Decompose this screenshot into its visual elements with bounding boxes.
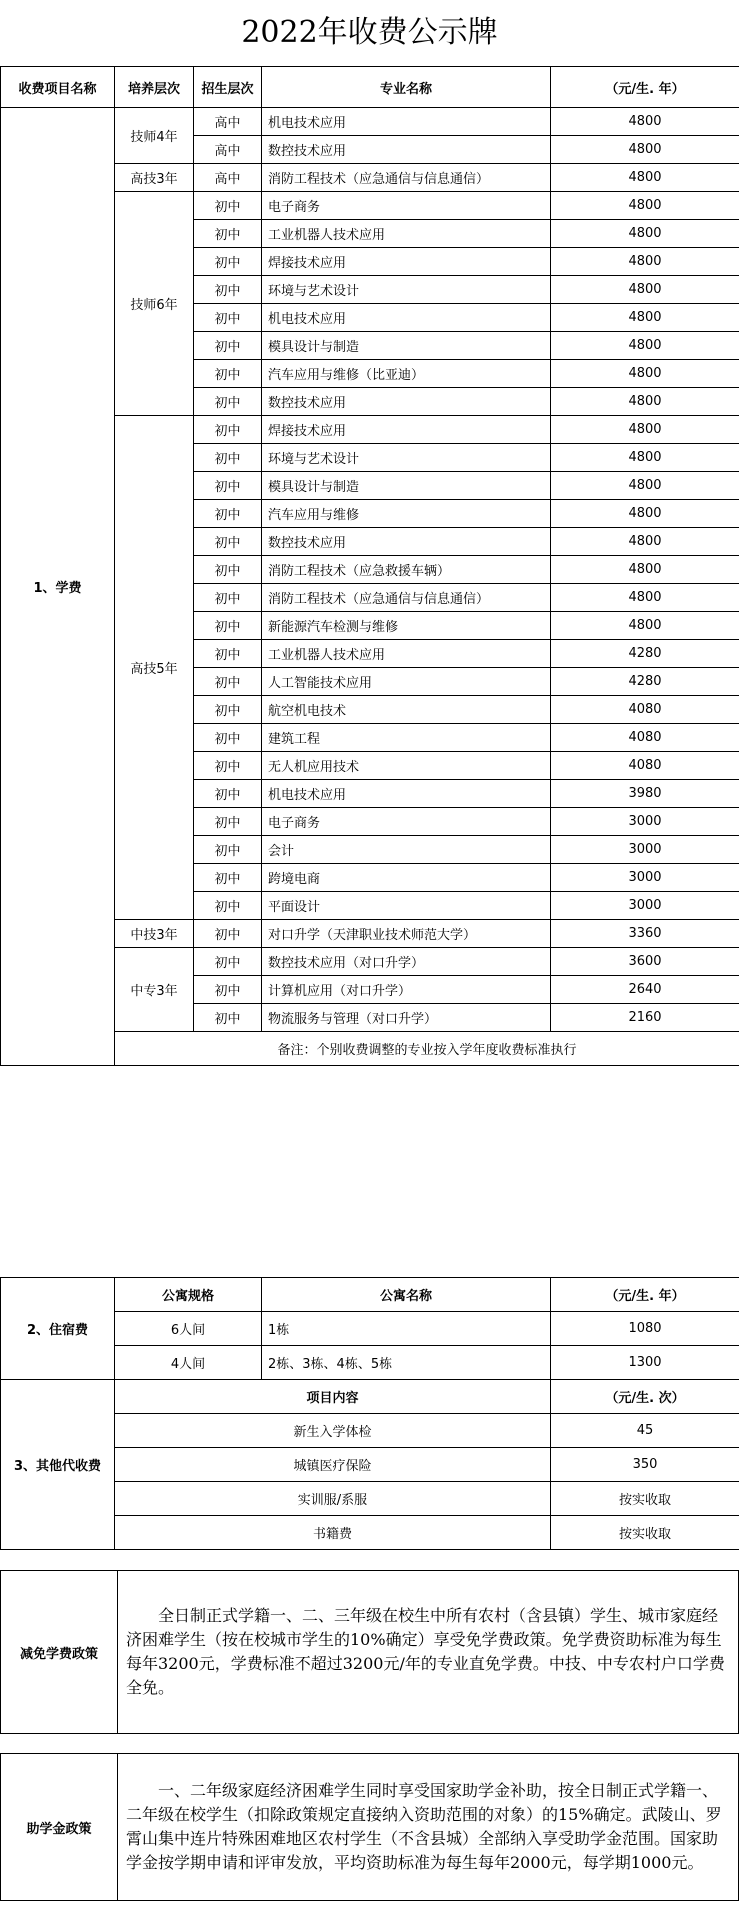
other-price: 按实收取 — [551, 1482, 739, 1516]
policy-text — [118, 1571, 739, 1734]
enroll-level-cell: 高中 — [194, 164, 262, 192]
major-name-cell: 机电技术应用 — [262, 304, 551, 332]
price-cell: 2160 — [551, 1004, 739, 1032]
other-item: 城镇医疗保险 — [115, 1448, 551, 1482]
price-cell: 4280 — [551, 640, 739, 668]
price-cell: 4800 — [551, 388, 739, 416]
major-name-cell: 电子商务 — [262, 808, 551, 836]
dorm-category-cell: 2、住宿费 — [1, 1278, 115, 1380]
price-cell: 4280 — [551, 668, 739, 696]
enroll-level-cell: 初中 — [194, 276, 262, 304]
major-name-cell: 消防工程技术（应急救援车辆） — [262, 556, 551, 584]
enroll-level-cell: 初中 — [194, 444, 262, 472]
major-name-cell: 对口升学（天津职业技术师范大学） — [262, 920, 551, 948]
enroll-level-cell: 初中 — [194, 220, 262, 248]
enroll-level-cell: 初中 — [194, 500, 262, 528]
price-cell: 4800 — [551, 416, 739, 444]
enroll-level-cell: 初中 — [194, 948, 262, 976]
major-name-cell: 会计 — [262, 836, 551, 864]
major-name-cell: 汽车应用与维修（比亚迪） — [262, 360, 551, 388]
price-cell: 4800 — [551, 304, 739, 332]
training-level-cell: 技师4年 — [115, 108, 194, 164]
price-cell: 4800 — [551, 360, 739, 388]
major-name-cell: 机电技术应用 — [262, 108, 551, 136]
enroll-level-cell: 初中 — [194, 584, 262, 612]
dorm-price: 1300 — [551, 1346, 739, 1380]
major-name-cell: 模具设计与制造 — [262, 472, 551, 500]
major-name-cell: 计算机应用（对口升学） — [262, 976, 551, 1004]
enroll-level-cell: 高中 — [194, 136, 262, 164]
note-text: 备注：个别收费调整的专业按入学年度收费标准执行 — [115, 1032, 739, 1066]
dorm-spec: 6人间 — [115, 1312, 262, 1346]
enroll-level-cell: 初中 — [194, 388, 262, 416]
enroll-level-cell: 初中 — [194, 192, 262, 220]
major-name-cell: 环境与艺术设计 — [262, 444, 551, 472]
major-name-cell: 工业机器人技术应用 — [262, 220, 551, 248]
dorm-name: 1栋 — [262, 1312, 551, 1346]
enroll-level-cell: 初中 — [194, 724, 262, 752]
dorm-price: 1080 — [551, 1312, 739, 1346]
enroll-level-cell: 初中 — [194, 752, 262, 780]
major-name-cell: 物流服务与管理（对口升学） — [262, 1004, 551, 1032]
header-price: （元/生. 年） — [551, 67, 739, 108]
major-name-cell: 消防工程技术（应急通信与信息通信） — [262, 164, 551, 192]
major-name-cell: 跨境电商 — [262, 864, 551, 892]
price-cell: 3000 — [551, 808, 739, 836]
dorm-spec: 4人间 — [115, 1346, 262, 1380]
other-price: 350 — [551, 1448, 739, 1482]
major-name-cell: 新能源汽车检测与维修 — [262, 612, 551, 640]
policy-label: 减免学费政策 — [1, 1571, 118, 1734]
price-cell: 4800 — [551, 164, 739, 192]
policy-text — [118, 1754, 739, 1901]
policy-text-content: 全日制正式学籍一、二、三年级在校生中所有农村（含县镇）学生、城市家庭经济困难学生（按在校城市学生的10%确定）享受免学费政策。免学费资助标准为每生每年3200元，学费标准不超过3200元/年的专业直免学费。中技、中专农村户口学费全免。 — [126, 1606, 725, 1697]
table-header-row — [1, 67, 739, 108]
enroll-level-cell: 初中 — [194, 1004, 262, 1032]
major-name-cell: 数控技术应用 — [262, 136, 551, 164]
price-cell: 4800 — [551, 248, 739, 276]
enroll-level-cell: 高中 — [194, 108, 262, 136]
price-cell: 4800 — [551, 612, 739, 640]
enroll-level-cell: 初中 — [194, 668, 262, 696]
header-major: 专业名称 — [262, 67, 551, 108]
enroll-level-cell: 初中 — [194, 920, 262, 948]
major-name-cell: 工业机器人技术应用 — [262, 640, 551, 668]
enroll-level-cell: 初中 — [194, 696, 262, 724]
enroll-level-cell: 初中 — [194, 836, 262, 864]
enroll-level-cell: 初中 — [194, 556, 262, 584]
price-cell: 3000 — [551, 864, 739, 892]
major-name-cell: 建筑工程 — [262, 724, 551, 752]
training-level-cell: 技师6年 — [115, 192, 194, 416]
other-price: 45 — [551, 1414, 739, 1448]
enroll-level-cell: 初中 — [194, 528, 262, 556]
header-enroll-level: 招生层次 — [194, 67, 262, 108]
major-name-cell: 平面设计 — [262, 892, 551, 920]
training-level-cell: 高技5年 — [115, 416, 194, 920]
enroll-level-cell: 初中 — [194, 304, 262, 332]
enroll-level-cell: 初中 — [194, 892, 262, 920]
price-cell: 4800 — [551, 332, 739, 360]
major-name-cell: 消防工程技术（应急通信与信息通信） — [262, 584, 551, 612]
price-cell: 2640 — [551, 976, 739, 1004]
price-cell: 3980 — [551, 780, 739, 808]
major-name-cell: 模具设计与制造 — [262, 332, 551, 360]
price-cell: 3000 — [551, 892, 739, 920]
other-header-item: 项目内容 — [115, 1380, 551, 1414]
price-cell: 3000 — [551, 836, 739, 864]
price-cell: 4080 — [551, 752, 739, 780]
price-cell: 4800 — [551, 108, 739, 136]
price-cell: 4080 — [551, 696, 739, 724]
other-item: 新生入学体检 — [115, 1414, 551, 1448]
dorm-header-spec: 公寓规格 — [115, 1278, 262, 1312]
major-name-cell: 汽车应用与维修 — [262, 500, 551, 528]
tuition-category-cell: 1、学费 — [1, 108, 115, 1066]
table-row — [1, 108, 739, 136]
price-cell: 4800 — [551, 556, 739, 584]
enroll-level-cell: 初中 — [194, 248, 262, 276]
other-fees-table — [0, 1379, 739, 1550]
enroll-level-cell: 初中 — [194, 976, 262, 1004]
major-name-cell: 航空机电技术 — [262, 696, 551, 724]
major-name-cell: 数控技术应用（对口升学） — [262, 948, 551, 976]
dorm-table — [0, 1277, 739, 1380]
price-cell: 3600 — [551, 948, 739, 976]
major-name-cell: 电子商务 — [262, 192, 551, 220]
price-cell: 4800 — [551, 500, 739, 528]
page-title: 2022年收费公示牌 — [0, 0, 739, 67]
tuition-waiver-policy — [0, 1570, 739, 1734]
other-item: 实训服/系服 — [115, 1482, 551, 1516]
price-cell: 4800 — [551, 472, 739, 500]
dorm-header-price: （元/生. 年） — [551, 1278, 739, 1312]
major-name-cell: 人工智能技术应用 — [262, 668, 551, 696]
enroll-level-cell: 初中 — [194, 360, 262, 388]
price-cell: 4800 — [551, 220, 739, 248]
header-fee-item: 收费项目名称 — [1, 67, 115, 108]
major-name-cell: 数控技术应用 — [262, 528, 551, 556]
enroll-level-cell: 初中 — [194, 780, 262, 808]
enroll-level-cell: 初中 — [194, 332, 262, 360]
enroll-level-cell: 初中 — [194, 472, 262, 500]
major-name-cell: 机电技术应用 — [262, 780, 551, 808]
grant-policy — [0, 1753, 739, 1901]
other-category-cell: 3、其他代收费 — [1, 1380, 115, 1550]
tuition-table — [0, 66, 739, 1066]
dorm-name: 2栋、3栋、4栋、5栋 — [262, 1346, 551, 1380]
other-price: 按实收取 — [551, 1516, 739, 1550]
enroll-level-cell: 初中 — [194, 416, 262, 444]
price-cell: 4800 — [551, 444, 739, 472]
training-level-cell: 中专3年 — [115, 948, 194, 1032]
price-cell: 4080 — [551, 724, 739, 752]
policy-label: 助学金政策 — [1, 1754, 118, 1901]
price-cell: 4800 — [551, 528, 739, 556]
price-cell: 3360 — [551, 920, 739, 948]
major-name-cell: 焊接技术应用 — [262, 248, 551, 276]
major-name-cell: 无人机应用技术 — [262, 752, 551, 780]
training-level-cell: 高技3年 — [115, 164, 194, 192]
enroll-level-cell: 初中 — [194, 612, 262, 640]
policy-text-content: 一、二年级家庭经济困难学生同时享受国家助学金补助，按全日制正式学籍一、二年级在校学生（扣除政策规定直接纳入资助范围的对象）的15%确定。武陵山、罗霄山集中连片特殊困难地区农村学生（不含县城）全部纳入享受助学金范围。国家助学金按学期申请和评审发放，平均资助标准为每生每年2000元，每学期1000元。 — [126, 1781, 722, 1872]
price-cell: 4800 — [551, 192, 739, 220]
major-name-cell: 环境与艺术设计 — [262, 276, 551, 304]
other-header-price: （元/生. 次） — [551, 1380, 739, 1414]
header-training-level: 培养层次 — [115, 67, 194, 108]
price-cell: 4800 — [551, 584, 739, 612]
major-name-cell: 数控技术应用 — [262, 388, 551, 416]
enroll-level-cell: 初中 — [194, 640, 262, 668]
other-item: 书籍费 — [115, 1516, 551, 1550]
major-name-cell: 焊接技术应用 — [262, 416, 551, 444]
enroll-level-cell: 初中 — [194, 808, 262, 836]
training-level-cell: 中技3年 — [115, 920, 194, 948]
dorm-header-name: 公寓名称 — [262, 1278, 551, 1312]
price-cell: 4800 — [551, 136, 739, 164]
price-cell: 4800 — [551, 276, 739, 304]
enroll-level-cell: 初中 — [194, 864, 262, 892]
